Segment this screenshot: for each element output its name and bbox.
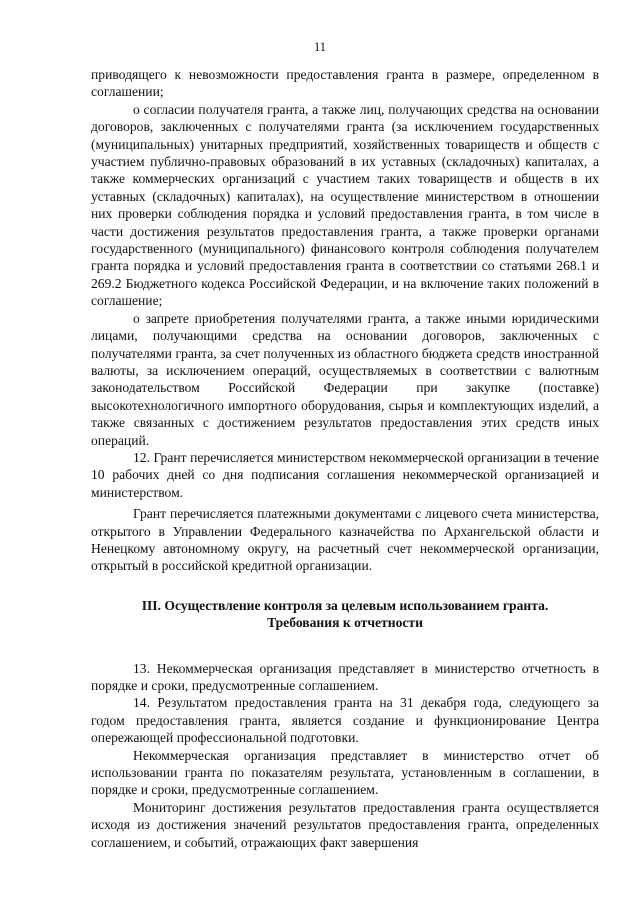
paragraph-item-12: 12. Грант перечисляется министерством некоммерческой организации в течение 10 рабочих дней со дня подписания соглашения некоммерческой организацией и министерством. [91, 449, 599, 500]
paragraph-item-14: 14. Результатом предоставления гранта на 31 декабря года, следующего за годом предоставления гранта, является создание и функционирование Центра опережающей профессиональной подготовки. [91, 695, 599, 746]
paragraph-item-13: 13. Некоммерческая организация представляет в министерство отчетность в порядке и сроки, предусмотренные соглашением. [91, 660, 599, 693]
document-body [91, 66, 599, 851]
paragraph-monitoring: Мониторинг достижения результатов предоставления гранта осуществляется исходя из достижения значений результатов предоставления гранта, определенных соглашением, и событий, отражающих факт завершения [91, 799, 599, 850]
paragraph-grant-transfer: Грант перечисляется платежными документами с лицевого счета министерства, открытого в Управлении Федерального казначейства по Архангельской области и Ненецкому автономному округу, на расчетный счет некоммерческой организации, открытый в российской кредитной организации. [91, 506, 599, 574]
paragraph-consent-clause: о согласии получателя гранта, а также лиц, получающих средства на основании договоров, заключенных с получателями гранта (за исключением государственных (муниципальных) унитарных предприятий, хозяйственных товариществ и обществ с участием публично-правовых образований в их уставных (складочных) капиталах, а также коммерческих организаций с участием таких товариществ и обществ в их уставных (складочных) капиталах), на осуществление министерством в отношении них проверки соблюдения порядка и условий предоставления гранта, в том числе в части достижения результатов предоставления гранта, а также проверки органами государственного (муниципального) финансового контроля соблюдения получателем гранта порядка и условий предоставления гранта в соответствии со статьями 268.1 и 269.2 Бюджетного кодекса Российской Федерации, и на включение таких положений в соглашение; [91, 101, 599, 309]
page-number: 11 [313, 40, 327, 54]
section-heading-line-2: Требования к отчетности [267, 615, 423, 631]
section-heading-line-1: III. Осуществление контроля за целевым использованием гранта. [141, 597, 549, 613]
paragraph-continuation: приводящего к невозможности предоставления гранта в размере, определенном в соглашении; [91, 67, 599, 100]
section-heading [91, 597, 599, 632]
paragraph-report-submission: Некоммерческая организация представляет в министерство отчет об использовании гранта по показателям результата, установленным в соглашении, в порядке и сроки, предусмотренные соглашением. [91, 747, 599, 798]
paragraph-currency-ban-clause: о запрете приобретения получателями гранта, а также иными юридическими лицами, получающими средства на основании договоров, заключенных с получателями гранта, за счет полученных из областного бюджета средств иностранной валюты, за исключением операций, осуществляемых в соответствии с валютным законодательством Российской Федерации при закупке (поставке) высокотехнологичного импортного оборудования, сырья и комплектующих изделий, а также связанных с достижением результатов предоставления этих средств иных операций. [91, 310, 599, 448]
